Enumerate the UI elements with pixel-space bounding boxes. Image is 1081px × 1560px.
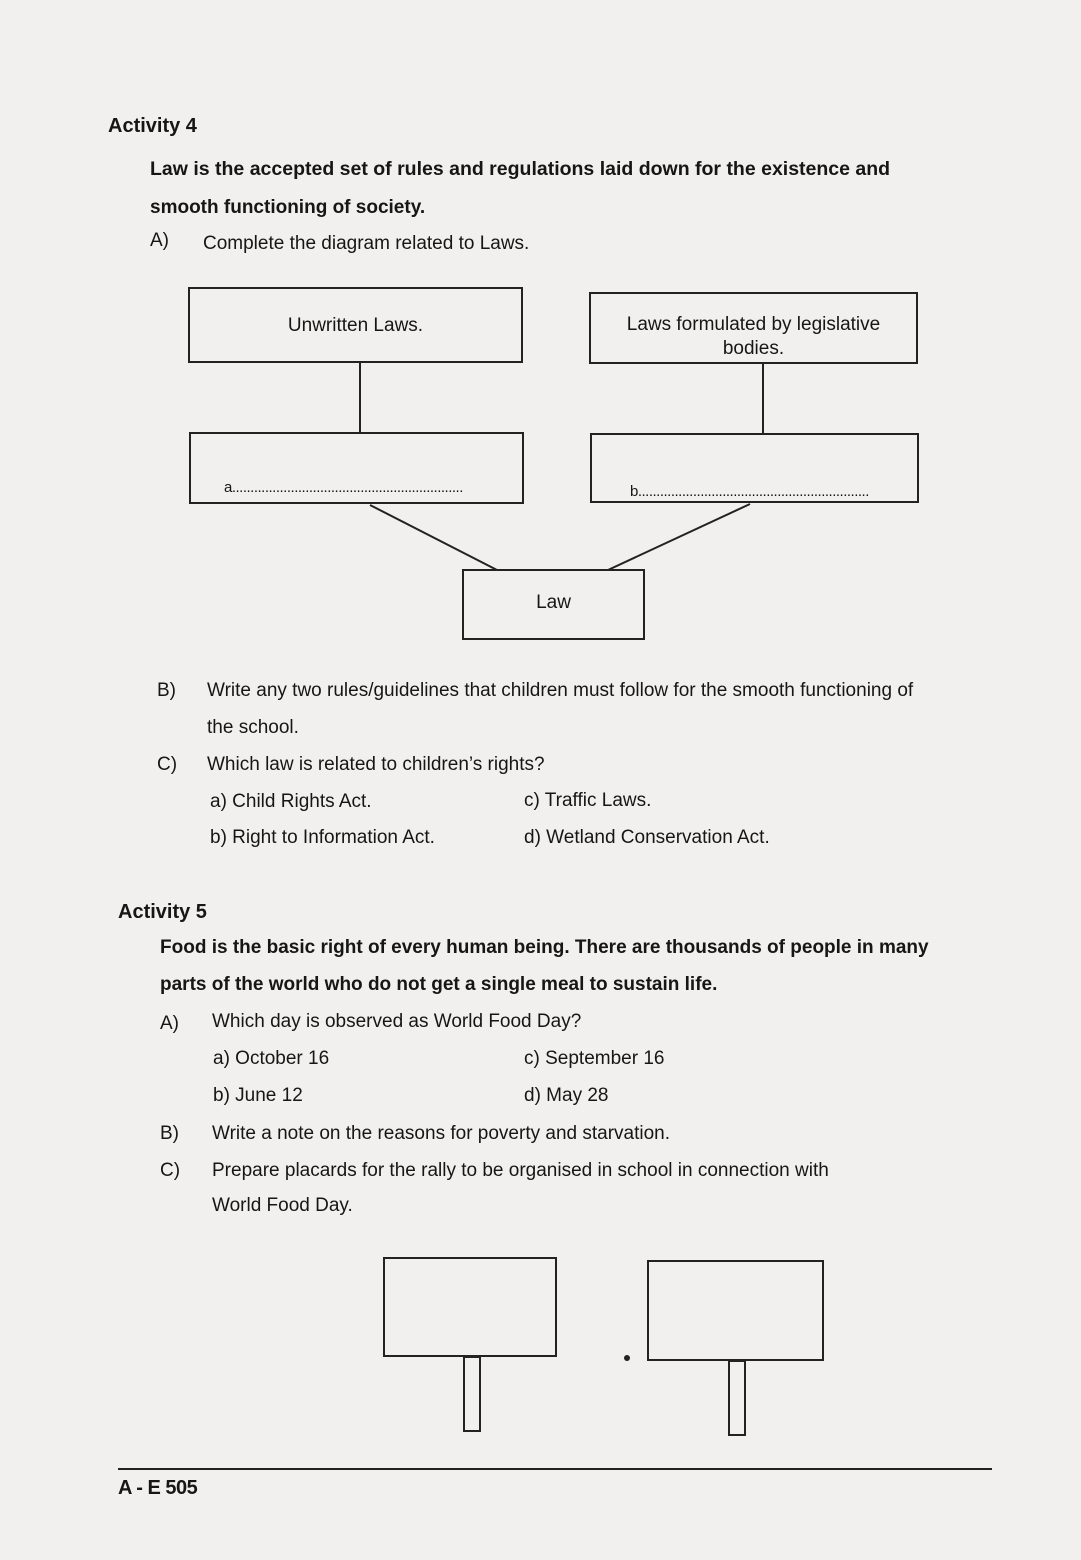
activity4-qC-text: Which law is related to children’s rights? [207,754,545,775]
activity4-qB-label: B) [157,680,176,701]
activity5-qA-label: A) [160,1013,179,1034]
activity5-qA-text: Which day is observed as World Food Day? [212,1011,582,1032]
activity4-qC-option-d[interactable]: d) Wetland Conservation Act. [524,827,770,848]
activity4-qC-option-a[interactable]: a) Child Rights Act. [210,791,372,812]
activity4-qB-line1: Write any two rules/guidelines that children must follow for the smooth functioning of [207,680,914,701]
activity4-intro-line2: smooth functioning of society. [150,197,426,218]
diagram-line-a-to-law [370,505,497,570]
activity5-qC-label: C) [160,1160,181,1181]
activity5-qA-option-b[interactable]: b) June 12 [213,1085,303,1106]
placard-1-handle [463,1356,481,1432]
activity5-qA-option-c[interactable]: c) September 16 [524,1048,665,1069]
activity4-qA-label: A) [150,230,169,251]
activity4-qA-text: Complete the diagram related to Laws. [203,233,530,254]
activity5-intro-line2: parts of the world who do not get a single meal to sustain life. [160,974,718,995]
activity4-qC-label: C) [157,754,178,775]
activity5-qB-text: Write a note on the reasons for poverty and starvation. [212,1123,671,1144]
diagram-blank-a[interactable]: a............................................................... [224,479,463,496]
diagram-label-legislative-line2: bodies. [722,338,785,359]
footer-page-code: A - E 505 [118,1477,198,1499]
activity4-intro-line1: Law is the accepted set of rules and regulations laid down for the existence and [150,158,891,180]
diagram-label-legislative-line1: Laws formulated by legislative [626,314,881,335]
diagram-box-law [462,569,645,640]
activity5-intro-line1: Food is the basic right of every human being. There are thousands of people in many [160,937,929,958]
activity4-qC-option-c[interactable]: c) Traffic Laws. [524,790,652,811]
footer-rule [118,1468,992,1470]
diagram-label-law: Law [536,592,571,613]
activity5-qA-option-d[interactable]: d) May 28 [524,1085,609,1106]
diagram-line-b-to-law [608,504,750,570]
placard-2-board[interactable] [647,1260,824,1361]
placard-2-handle [728,1360,746,1436]
activity5-qC-line2: World Food Day. [212,1195,353,1216]
activity5-qC-line1: Prepare placards for the rally to be organised in school in connection with [212,1160,829,1181]
activity5-qB-label: B) [160,1123,179,1144]
activity4-heading: Activity 4 [108,115,197,137]
ink-dot [624,1355,630,1361]
activity4-qC-option-b[interactable]: b) Right to Information Act. [210,827,435,848]
activity5-heading: Activity 5 [118,901,207,923]
diagram-blank-b[interactable]: b............................................................... [630,483,869,500]
placard-1-board[interactable] [383,1257,557,1357]
activity5-qA-option-a[interactable]: a) October 16 [213,1048,330,1069]
diagram-label-unwritten-laws: Unwritten Laws. [287,315,424,336]
activity4-qB-line2: the school. [207,717,299,738]
